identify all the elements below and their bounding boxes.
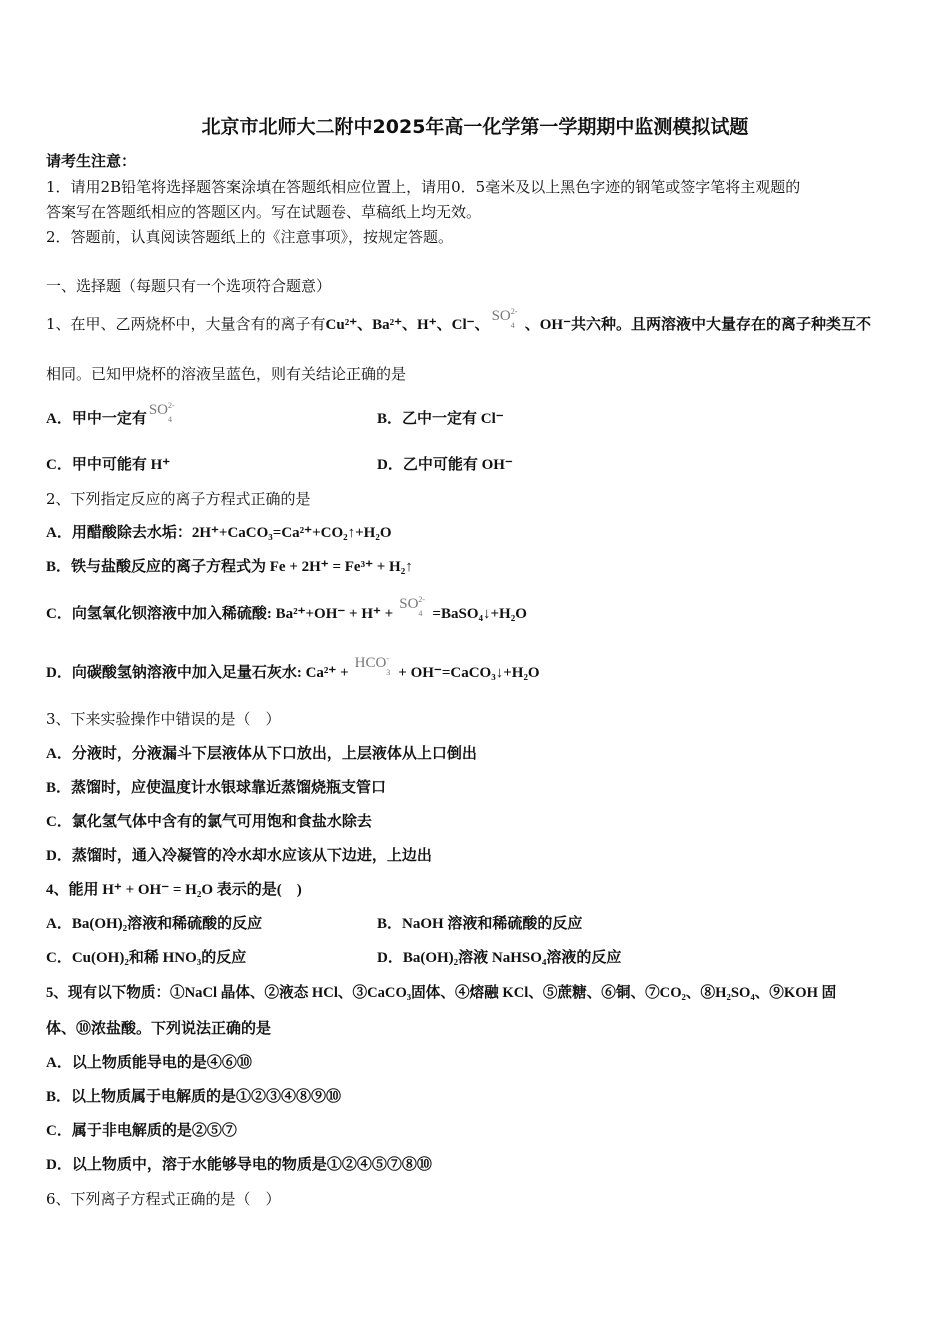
q4-option-a: A．Ba(OH)₂溶液和稀硫酸的反应	[46, 916, 263, 932]
q2-option-a: A．用醋酸除去水垢：2H⁺+CaCO₃=Ca²⁺+CO₂↑+H₂O	[46, 525, 392, 541]
sulfate-ion: SO 2- 4	[491, 307, 518, 330]
question-1-stem	[46, 307, 872, 335]
question-5-stem-line2: 体、⑩浓盐酸。下列说法正确的是	[46, 1021, 272, 1037]
notice-item-1a: 1．请用2B铅笔将选择题答案涂填在答题纸相应位置上，请用0．5毫米及以上黑色字迹的钢笔或签字笔将主观题的	[46, 178, 801, 196]
notice-heading: 请考生注意：	[46, 154, 137, 170]
q5-option-b: B．以上物质属于电解质的是①②③④⑧⑨⑩	[46, 1089, 342, 1105]
q4-option-d: D．Ba(OH)₂溶液 NaHSO₄溶液的反应	[377, 950, 622, 966]
q1-option-a: A．甲中一定有SO 2- 4	[46, 401, 175, 427]
q2-option-c: C．向氢氧化钡溶液中加入稀硫酸: Ba²⁺+OH⁻ + H⁺ +SO 2- 4 =BaSO₄↓+H₂O	[46, 595, 527, 622]
notice-item-1b: 答案写在答题纸相应的答题区内。写在试题卷、草稿纸上均无效。	[46, 203, 482, 221]
question-2-stem: 2、下列指定反应的离子方程式正确的是	[46, 490, 311, 508]
question-6-stem: 6、下列离子方程式正确的是（ ）	[46, 1190, 281, 1208]
page-title: 北京市北师大二附中2025年高一化学第一学期期中监测模拟试题	[201, 116, 749, 138]
q1-ions: Cu²⁺、Ba²⁺、H⁺、Cl⁻、	[325, 317, 490, 333]
q3-option-a: A．分液时，分液漏斗下层液体从下口放出，上层液体从上口倒出	[46, 746, 477, 762]
question-3-stem: 3、下来实验操作中错误的是（ ）	[46, 710, 281, 728]
sulfate-ion: SO 2- 4	[148, 401, 175, 424]
q2-option-d: D．向碳酸氢钠溶液中加入足量石灰水: Ca²⁺ +HCO - 3 + OH⁻=CaCO₃↓+H₂O	[46, 654, 540, 681]
q5-option-c: C．属于非电解质的是②⑤⑦	[46, 1123, 237, 1139]
bicarbonate-ion: HCO - 3	[354, 654, 391, 677]
q1-option-c: C．甲中可能有 H⁺	[46, 457, 171, 473]
q3-option-d: D．蒸馏时，通入冷凝管的冷水却水应该从下边进，上边出	[46, 848, 432, 864]
q4-option-c: C．Cu(OH)₂和稀 HNO₃的反应	[46, 950, 247, 966]
q4-option-b: B．NaOH 溶液和稀硫酸的反应	[377, 916, 583, 932]
q1-option-b: B．乙中一定有 Cl⁻	[377, 411, 504, 427]
q5-option-d: D．以上物质中，溶于水能够导电的物质是①②④⑤⑦⑧⑩	[46, 1157, 432, 1173]
question-1-stem-line2: 相同。已知甲烧杯的溶液呈蓝色，则有关结论正确的是	[46, 365, 407, 383]
q3-option-c: C．氯化氢气体中含有的氯气可用饱和食盐水除去	[46, 814, 372, 830]
q2-option-b: B．铁与盐酸反应的离子方程式为 Fe + 2H⁺ = Fe³⁺ + H₂↑	[46, 559, 413, 575]
q1-option-d: D．乙中可能有 OH⁻	[377, 457, 513, 473]
sulfate-ion: SO 2- 4	[399, 595, 426, 618]
question-4-stem: 4、能用 H⁺ + OH⁻ = H₂O 表示的是( )	[46, 882, 302, 898]
question-5-stem: 5、现有以下物质：①NaCl 晶体、②液态 HCl、③CaCO₃固体、④熔融 KCl、⑤蔗糖、⑥铜、⑦CO₂、⑧H₂SO₄、⑨KOH 固	[46, 985, 837, 1001]
q1-suffix: 、OH⁻共六种。且两溶液中大量存在的离子种类互不	[524, 317, 872, 333]
q5-option-a: A．以上物质能导电的是④⑥⑩	[46, 1055, 252, 1071]
q1-prefix: 1、在甲、乙两烧杯中，大量含有的离子有	[46, 315, 326, 333]
q3-option-b: B．蒸馏时，应使温度计水银球靠近蒸馏烧瓶支管口	[46, 780, 387, 796]
section-heading: 一、选择题（每题只有一个选项符合题意）	[46, 277, 332, 295]
notice-item-2: 2．答题前，认真阅读答题纸上的《注意事项》，按规定答题。	[46, 228, 454, 246]
